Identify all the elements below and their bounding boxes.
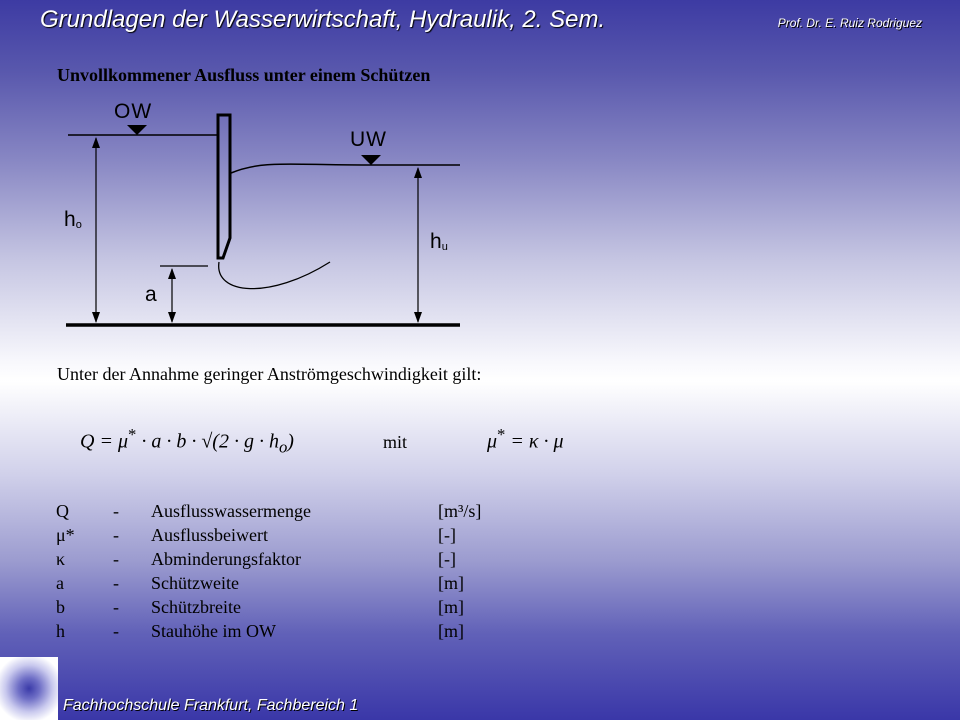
legend-description: Schützweite (151, 572, 239, 593)
downstream-surface (231, 164, 460, 173)
legend-description: Ausflusswassermenge (151, 500, 311, 521)
hu-arrow-bottom (414, 312, 422, 323)
legend-symbol: h (56, 620, 65, 641)
legend-symbol: κ (56, 548, 66, 569)
discharge-formula: $Q = \mu^* \cdot a \cdot b \cdot √(2 \cdot g \cdot h_o)$ (80, 425, 294, 457)
legend-unit: [m] (438, 596, 464, 617)
legend-symbol: b (56, 596, 65, 617)
legend-symbol: μ* (56, 524, 75, 545)
legend-unit: [m³/s] (438, 500, 482, 521)
ow-label: OW (114, 100, 153, 123)
footer-text: Fachhochschule Frankfurt, Fachbereich 1 (63, 697, 359, 714)
legend-row (56, 619, 481, 643)
section-title: Unvollkommener Ausfluss unter einem Schützen (57, 65, 431, 85)
h0-arrow-bottom (92, 312, 100, 323)
legend-description: Abminderungsfaktor (151, 548, 301, 569)
legend-row (56, 523, 481, 547)
legend-description: Ausflussbeiwert (151, 524, 268, 545)
legend-dash: - (113, 572, 119, 593)
legend-symbol: a (56, 572, 64, 593)
slide-title: Grundlagen der Wasserwirtschaft, Hydraulik, 2. Sem. (40, 6, 606, 33)
jet-curve (219, 262, 330, 289)
legend-dash: - (113, 620, 119, 641)
legend-row (56, 571, 481, 595)
university-logo (0, 657, 58, 720)
legend-unit: [-] (438, 524, 456, 545)
a-label: a (145, 283, 157, 306)
a-arrow-top (168, 268, 176, 279)
professor-name: Prof. Dr. E. Ruiz Rodriguez (777, 16, 922, 30)
legend-dash: - (113, 524, 119, 545)
h0-label: $h_o$ (64, 208, 82, 231)
legend-dash: - (113, 548, 119, 569)
uw-marker (361, 155, 381, 165)
symbol-legend (56, 499, 481, 643)
a-arrow-bottom (168, 312, 176, 323)
mit-label: mit (383, 432, 408, 452)
legend-dash: - (113, 500, 119, 521)
legend-row (56, 595, 481, 619)
legend-description: Stauhöhe im OW (151, 620, 276, 641)
legend-symbol: Q (56, 500, 69, 521)
legend-unit: [-] (438, 548, 456, 569)
legend-row (56, 499, 481, 523)
mu-star-formula: μ* = κ · μ (487, 425, 564, 453)
legend-unit: [m] (438, 620, 464, 641)
h0-arrow-top (92, 137, 100, 148)
legend-row (56, 547, 481, 571)
intro-text: Unter der Annahme geringer Anströmgeschwindigkeit gilt: (57, 364, 482, 384)
legend-description: Schützbreite (151, 596, 241, 617)
uw-label: UW (350, 128, 387, 151)
ow-marker (127, 125, 147, 135)
legend-unit: [m] (438, 572, 464, 593)
hu-label: $h_u$ (430, 230, 448, 253)
hu-arrow-top (414, 167, 422, 178)
legend-dash: - (113, 596, 119, 617)
sluice-gate (218, 115, 230, 258)
